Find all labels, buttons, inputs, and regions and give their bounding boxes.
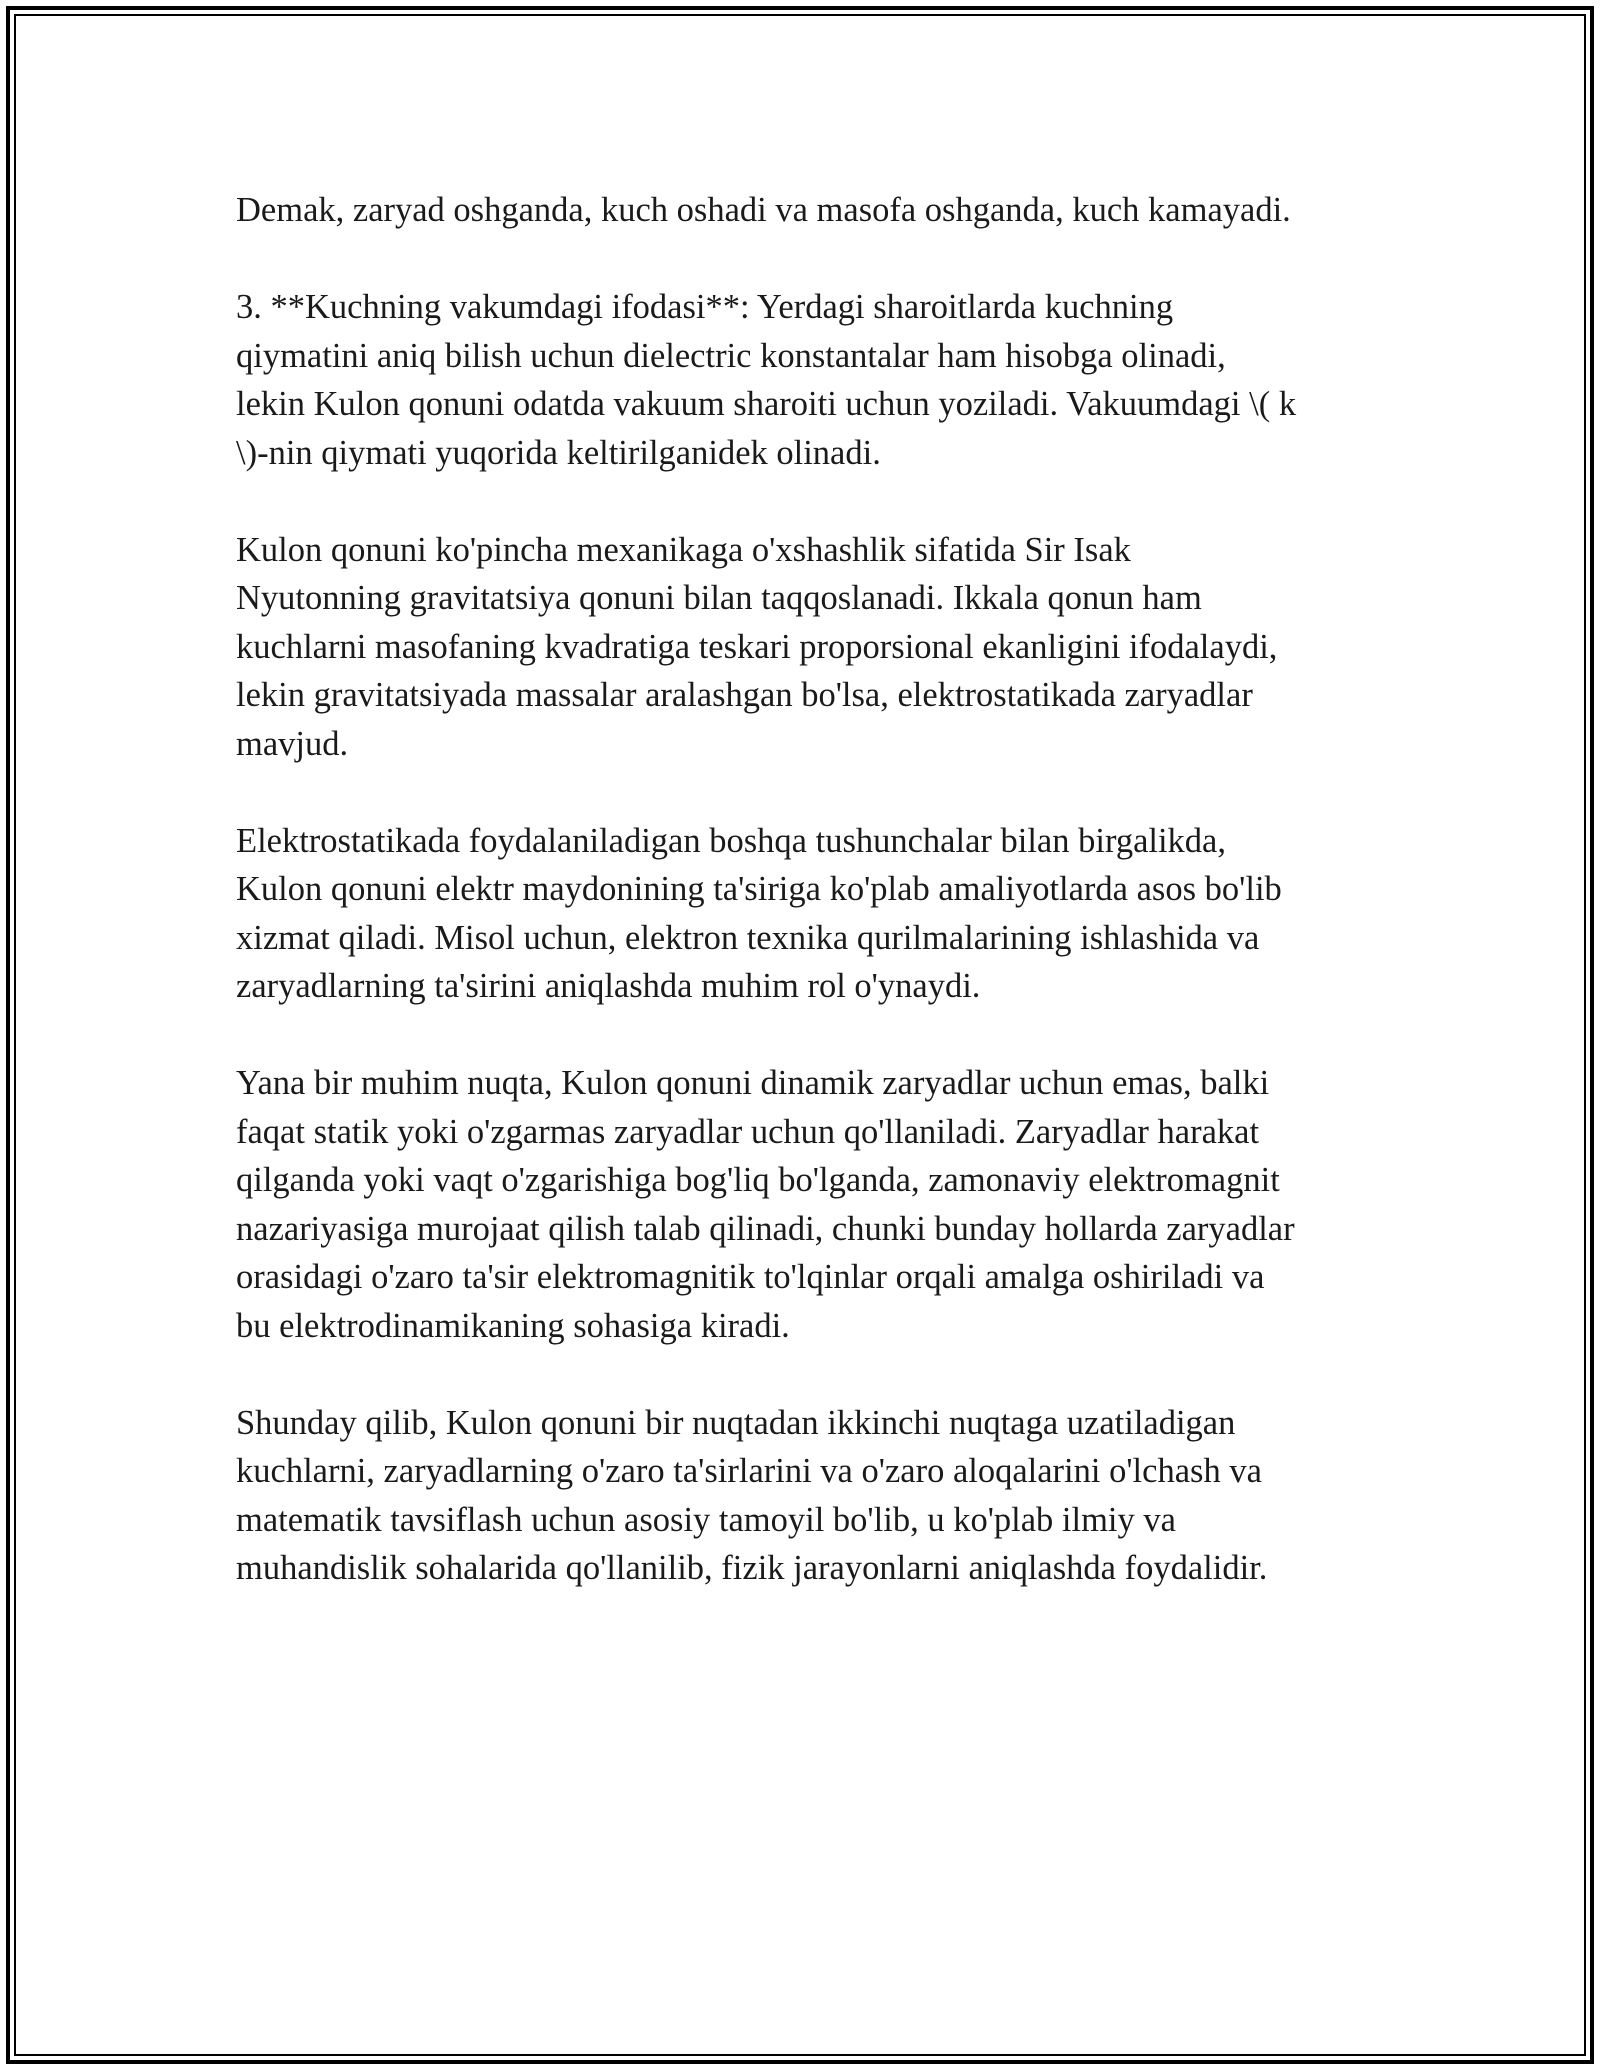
- paragraph: [236, 1399, 1376, 1593]
- text-line: lekin gravitatsiyada massalar aralashgan bo'lsa, elektrostatikada zaryadlar: [236, 676, 1253, 714]
- text-line: Kulon qonuni elektr maydonining ta'siriga ko'plab amaliyotlarda asos bo'lib: [236, 870, 1282, 908]
- text-line: bu elektrodinamikaning sohasiga kiradi.: [236, 1306, 790, 1345]
- paragraph: [236, 817, 1376, 1011]
- text-line: Demak, zaryad oshganda, kuch oshadi va masofa oshganda, kuch kamayadi.: [236, 191, 1291, 229]
- text-line: nazariyasiga murojaat qilish talab qilinadi, chunki bunday hollarda zaryadlar: [236, 1209, 1295, 1248]
- paragraph: [236, 186, 1376, 235]
- text-line: 3. **Kuchning vakumdagi ifodasi**: Yerdagi sharoitlarda kuchning: [236, 288, 1174, 326]
- text-line: lekin Kulon qonuni odatda vakuum sharoiti uchun yoziladi. Vakuumdagi \( k: [236, 385, 1297, 423]
- text-line: Yana bir muhim nuqta, Kulon qonuni dinamik zaryadlar uchun emas, balki: [236, 1064, 1270, 1102]
- text-line: Nyutonning gravitatsiya qonuni bilan taqqoslanadi. Ikkala qonun ham: [236, 579, 1202, 617]
- text-line: muhandislik sohalarida qo'llanilib, fizik jarayonlarni aniqlashda foydalidir.: [236, 1549, 1268, 1587]
- text-line: matematik tavsiflash uchun asosiy tamoyil bo'lib, u ko'plab ilmiy va: [236, 1500, 1176, 1539]
- text-line: faqat statik yoki o'zgarmas zaryadlar uchun qo'llaniladi. Zaryadlar harakat: [236, 1112, 1260, 1151]
- text-line: zaryadlarning ta'sirini aniqlashda muhim rol o'ynaydi.: [236, 967, 981, 1005]
- text-line: mavjud.: [236, 724, 349, 763]
- document-body: [236, 186, 1376, 1641]
- text-line: kuchlarni, zaryadlarning o'zaro ta'sirlarini va o'zaro aloqalarini o'lchash va: [236, 1452, 1262, 1490]
- text-line: qilganda yoki vaqt o'zgarishiga bog'liq bo'lganda, zamonaviy elektromagnit: [236, 1161, 1280, 1199]
- text-line: qiymatini aniq bilish uchun dielectric konstantalar ham hisobga olinadi,: [236, 336, 1226, 375]
- text-line: kuchlarni masofaning kvadratiga teskari proporsional ekanligini ifodalaydi,: [236, 627, 1278, 666]
- text-line: Elektrostatikada foydalaniladigan boshqa tushunchalar bilan birgalikda,: [236, 821, 1226, 860]
- text-line: Kulon qonuni ko'pincha mexanikaga o'xshashlik sifatida Sir Isak: [236, 530, 1131, 569]
- paragraph: [236, 526, 1376, 769]
- paragraph: [236, 1059, 1376, 1350]
- text-line: Shunday qilib, Kulon qonuni bir nuqtadan ikkinchi nuqtaga uzatiladigan: [236, 1403, 1236, 1442]
- text-line: \)-nin qiymati yuqorida keltirilganidek olinadi.: [236, 433, 881, 472]
- text-line: orasidagi o'zaro ta'sir elektromagnitik to'lqinlar orqali amalga oshiriladi va: [236, 1258, 1265, 1296]
- paragraph: [236, 283, 1376, 477]
- text-line: xizmat qiladi. Misol uchun, elektron texnika qurilmalarining ishlashida va: [236, 918, 1260, 957]
